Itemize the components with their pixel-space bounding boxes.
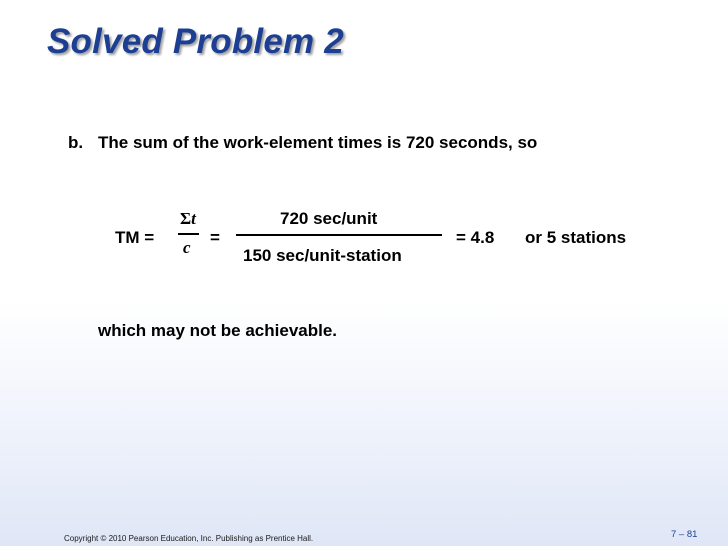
- sigma-denominator: c: [183, 238, 191, 257]
- sigma-symbol: Σ: [180, 209, 192, 228]
- sigma-variable: t: [191, 209, 196, 228]
- equals-sign: =: [210, 228, 220, 247]
- fraction-denominator: 150 sec/unit-station: [243, 246, 402, 265]
- slide-title: Solved Problem 2: [47, 22, 344, 61]
- page-number: 7 – 81: [671, 529, 698, 540]
- fraction-numerator: 720 sec/unit: [280, 209, 378, 228]
- small-fraction-bar: [178, 233, 199, 235]
- fraction-bar: [236, 234, 442, 236]
- stations-result: or 5 stations: [525, 228, 627, 247]
- list-marker: b.: [68, 133, 84, 152]
- equation-lhs: TM =: [115, 228, 155, 247]
- copyright-notice: Copyright © 2010 Pearson Education, Inc. Publishing as Prentice Hall.: [64, 534, 314, 543]
- sigma-numerator: [180, 210, 196, 227]
- equation-result: = 4.8: [456, 228, 495, 247]
- intro-text: The sum of the work-element times is 720 seconds, so: [98, 133, 538, 152]
- closing-text: which may not be achievable.: [98, 321, 338, 340]
